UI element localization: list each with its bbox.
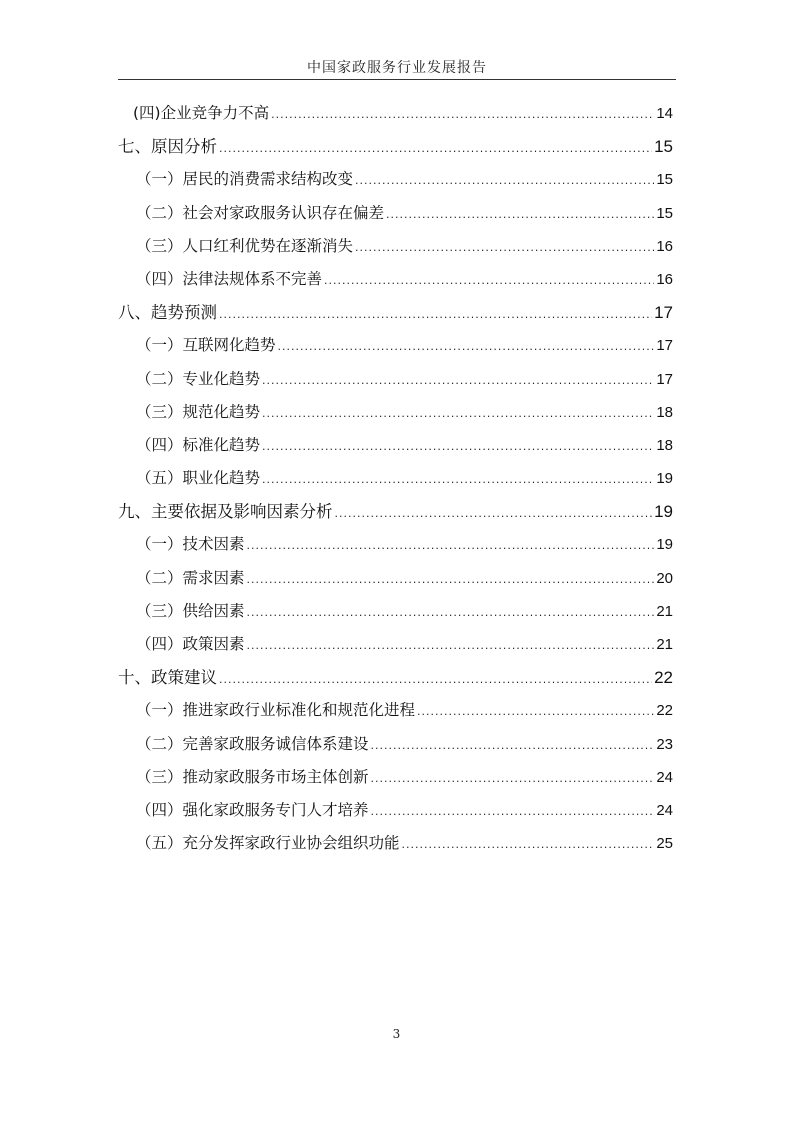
toc-entry-title: （一）推进家政行业标准化和规范化进程	[136, 701, 416, 720]
toc-entry[interactable]	[118, 296, 673, 329]
dot-leader	[355, 164, 654, 197]
toc-entry-title: （四）标准化趋势	[136, 435, 261, 454]
toc-entry-page: 25	[656, 835, 673, 853]
toc-entry-title: （二）社会对家政服务认识存在偏差	[136, 203, 385, 222]
header-rule	[118, 79, 676, 80]
toc-entry[interactable]	[118, 761, 673, 794]
dot-leader	[262, 364, 654, 397]
toc-entry-page: 23	[656, 735, 673, 753]
toc-entry-page: 18	[656, 403, 673, 421]
toc-entry-page: 15	[654, 137, 673, 157]
dot-leader	[262, 463, 654, 496]
toc-entry-page: 17	[654, 303, 673, 323]
toc-entry-title: (四)企业竞争力不高	[133, 104, 270, 122]
toc-entry[interactable]	[118, 661, 673, 694]
dot-leader	[335, 497, 653, 530]
dot-leader	[247, 629, 655, 662]
dot-leader	[247, 596, 655, 629]
toc-entry-page: 19	[656, 536, 673, 554]
toc-entry-title: （四）政策因素	[136, 635, 245, 653]
page-number: 3	[392, 1027, 401, 1041]
toc-entry-page: 17	[656, 370, 673, 388]
toc-entry-page: 21	[656, 602, 673, 620]
dot-leader	[417, 695, 654, 728]
toc-entry-page: 14	[656, 105, 673, 122]
toc-entry[interactable]	[118, 628, 673, 661]
toc-entry-page: 16	[656, 237, 673, 255]
toc-entry-page: 19	[656, 470, 673, 488]
toc-entry-title: （一）技术因素	[136, 535, 245, 554]
toc-entry[interactable]	[118, 396, 673, 429]
toc-entry-page: 22	[654, 668, 673, 688]
toc-entry-title: （三）规范化趋势	[136, 402, 261, 421]
toc-entry[interactable]	[118, 528, 673, 561]
toc-entry[interactable]	[118, 827, 673, 860]
dot-leader	[262, 397, 654, 430]
toc-entry-page: 15	[656, 171, 673, 189]
toc-entry[interactable]	[118, 163, 673, 196]
toc-entry-page: 17	[656, 337, 673, 355]
dot-leader	[386, 198, 654, 231]
toc-entry-page: 22	[656, 702, 673, 720]
toc-entry[interactable]	[118, 429, 673, 462]
toc-entry[interactable]	[118, 694, 673, 727]
toc-entry-page: 19	[654, 502, 673, 522]
toc-entry-title: （三）推动家政服务市场主体创新	[136, 767, 369, 786]
toc-entry-title: （一）互联网化趋势	[136, 336, 276, 355]
toc-entry[interactable]	[118, 562, 673, 595]
toc-entry-title: （三）供给因素	[136, 601, 245, 620]
toc-entry[interactable]	[118, 794, 673, 827]
toc-entry-title: （二）完善家政服务诚信体系建设	[136, 734, 369, 753]
dot-leader	[271, 98, 654, 131]
toc-entry-title: 九、主要依据及影响因素分析	[118, 502, 333, 522]
dot-leader	[262, 430, 654, 463]
toc-entry-page: 16	[656, 270, 673, 288]
toc-entry-title: （三）人口红利优势在逐渐消失	[136, 236, 354, 255]
toc-entry-title: 八、趋势预测	[118, 303, 217, 323]
toc-entry[interactable]	[118, 197, 673, 230]
toc-entry[interactable]	[118, 363, 673, 396]
toc-entry-page: 21	[656, 636, 673, 653]
toc-entry-page: 20	[656, 569, 673, 587]
toc-entry-title: （二）需求因素	[136, 568, 245, 587]
toc-entry-page: 15	[656, 204, 673, 222]
toc-entry-page: 18	[656, 436, 673, 454]
toc-entry-title: 十、政策建议	[118, 668, 217, 688]
toc-entry[interactable]	[118, 595, 673, 628]
dot-leader	[402, 828, 655, 861]
dot-leader	[371, 795, 655, 828]
dot-leader	[247, 563, 655, 596]
running-header: 中国家政服务行业发展报告	[307, 60, 487, 76]
toc-entry-title: （二）专业化趋势	[136, 369, 261, 388]
toc-entry-page: 24	[656, 768, 673, 786]
toc-entry[interactable]	[118, 263, 673, 296]
toc-entry[interactable]	[118, 495, 673, 528]
dot-leader	[371, 729, 655, 762]
toc-entry[interactable]	[118, 329, 673, 362]
toc-entry[interactable]	[118, 462, 673, 495]
toc-entry-title: （一）居民的消费需求结构改变	[136, 170, 354, 189]
dot-leader	[219, 298, 652, 331]
toc-entry-title: （四）法律法规体系不完善	[136, 269, 323, 288]
table-of-contents	[118, 97, 673, 860]
dot-leader	[371, 762, 655, 795]
toc-entry-title: （四）强化家政服务专门人才培养	[136, 800, 369, 819]
dot-leader	[247, 529, 655, 562]
dot-leader	[219, 663, 652, 696]
dot-leader	[219, 132, 652, 165]
dot-leader	[278, 330, 655, 363]
toc-entry[interactable]	[118, 130, 673, 163]
toc-entry[interactable]	[118, 97, 673, 130]
toc-entry-title: 七、原因分析	[118, 137, 217, 157]
dot-leader	[355, 231, 654, 264]
toc-entry-page: 24	[656, 801, 673, 819]
toc-entry-title: （五）充分发挥家政行业协会组织功能	[136, 834, 400, 853]
dot-leader	[324, 264, 654, 297]
toc-entry[interactable]	[118, 230, 673, 263]
toc-entry-title: （五）职业化趋势	[136, 469, 261, 488]
toc-entry[interactable]	[118, 728, 673, 761]
